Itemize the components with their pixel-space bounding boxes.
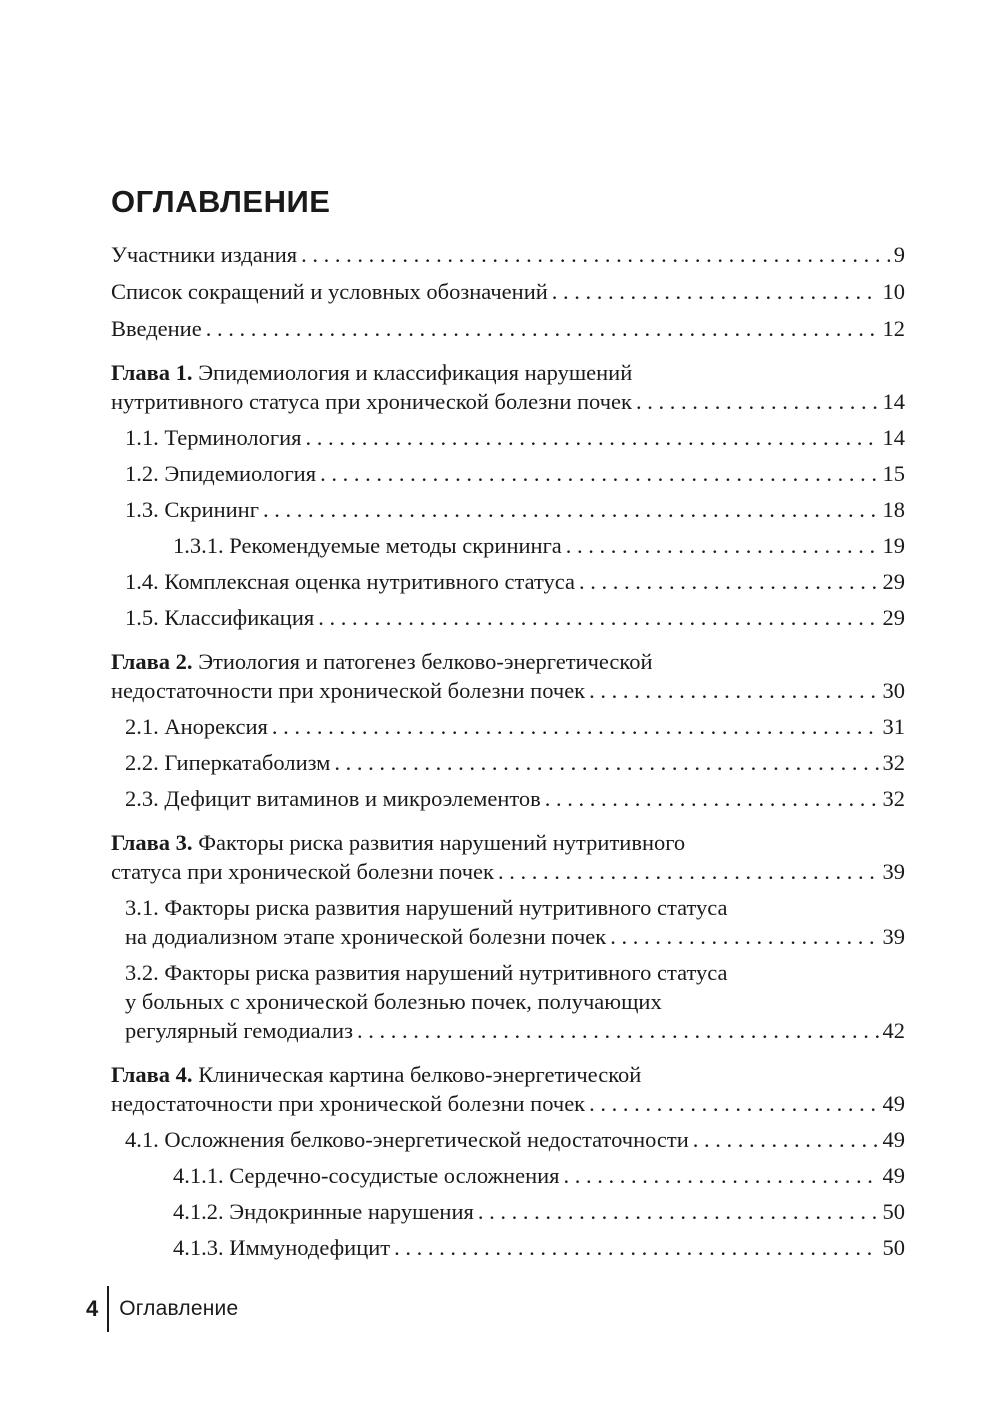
- toc-entry-title: [173, 1161, 560, 1190]
- toc-chapter-entry[interactable]: [111, 358, 905, 416]
- toc-entry-line: 1.2. Эпидемиология: [125, 461, 317, 486]
- toc-entry-text: [125, 987, 905, 1016]
- dot-leader: [545, 784, 879, 813]
- toc-entry-line: 4.1.3. Иммунодефицит: [173, 1235, 391, 1260]
- toc-page-number: 15: [882, 461, 905, 486]
- toc-page-number: 14: [882, 389, 905, 414]
- toc-entry-title: [125, 784, 541, 813]
- dot-leader: [589, 676, 878, 705]
- toc-entry-line: Этиология и патогенез белково-энергетической: [192, 649, 653, 674]
- toc-entry-line: 2.2. Гиперкатаболизм: [125, 750, 331, 775]
- toc-entry-line: 2.3. Дефицит витаминов и микроэлементов: [125, 786, 541, 811]
- toc-entry-line: 1.3.1. Рекомендуемые методы скрининга: [173, 533, 562, 558]
- toc-entry-text: [125, 893, 905, 922]
- dot-leader: [589, 1089, 878, 1118]
- dot-leader: [610, 922, 878, 951]
- toc-page-number: 49: [882, 1091, 905, 1116]
- toc-page-number: 19: [882, 533, 905, 558]
- toc-entry[interactable]: [111, 784, 905, 813]
- toc-entry-title: [111, 857, 494, 886]
- toc-entry[interactable]: [111, 603, 905, 632]
- toc-entry-title: [111, 1089, 585, 1118]
- toc-entry-line: 4.1.1. Сердечно-сосудистые осложнения: [173, 1163, 560, 1188]
- toc-entry-line: 4.1.2. Эндокринные нарушения: [173, 1199, 474, 1224]
- toc-entry-line: недостаточности при хронической болезни почек: [111, 678, 586, 703]
- toc-entry[interactable]: [111, 748, 905, 777]
- dot-leader: [320, 459, 878, 488]
- toc-entry-line: 3.1. Факторы риска развития нарушений нутритивного статуса: [125, 895, 728, 920]
- toc-page-number: 32: [882, 786, 905, 811]
- toc-page-number: 29: [882, 569, 905, 594]
- toc-chapter-entry[interactable]: [111, 647, 905, 705]
- toc-page-number: 49: [882, 1163, 905, 1188]
- toc-entry-title: [125, 1016, 353, 1045]
- dot-leader: [306, 423, 879, 452]
- toc-page-number: 49: [882, 1127, 905, 1152]
- dot-leader: [206, 314, 879, 343]
- toc-entry[interactable]: [111, 712, 905, 741]
- running-header: Оглавление: [119, 1297, 239, 1320]
- toc-entry-text: [111, 358, 905, 387]
- toc-page-number: 39: [882, 924, 905, 949]
- dot-leader: [498, 857, 879, 886]
- dot-leader: [263, 495, 879, 524]
- toc-entry-title: [111, 387, 632, 416]
- toc-entry-line: 4.1. Осложнения белково-энергетической недостаточности: [125, 1127, 689, 1152]
- toc-entry-line: нутритивного статуса при хронической болезни почек: [111, 389, 632, 414]
- toc-page-number: 18: [882, 497, 905, 522]
- toc-entry-title: [111, 314, 202, 343]
- dot-leader: [334, 748, 878, 777]
- toc-entry-line: 3.2. Факторы риска развития нарушений нутритивного статуса: [125, 960, 728, 985]
- toc-page-number: 12: [882, 316, 905, 341]
- toc-entry-line: Введение: [111, 316, 202, 341]
- toc-entry-line: 2.1. Анорексия: [125, 714, 268, 739]
- toc-entry-title: [125, 495, 259, 524]
- dot-leader: [636, 387, 879, 416]
- chapter-number: Глава 4.: [111, 1062, 193, 1087]
- dot-leader: [272, 712, 879, 741]
- toc-entry[interactable]: [111, 893, 905, 951]
- toc-entry[interactable]: [111, 314, 905, 343]
- toc-entry[interactable]: [111, 1161, 905, 1190]
- toc-entry[interactable]: [111, 567, 905, 596]
- toc-entry-text: [111, 1060, 905, 1089]
- table-of-contents: [111, 232, 905, 1262]
- toc-entry-title: [125, 712, 268, 741]
- toc-entry-line: Эпидемиология и классификация нарушений: [192, 360, 633, 385]
- toc-entry-title: [125, 1125, 689, 1154]
- page-number: 4: [86, 1296, 99, 1321]
- toc-entry-line: Список сокращений и условных обозначений: [111, 279, 548, 304]
- dot-leader: [566, 531, 879, 560]
- toc-page-number: 10: [882, 279, 905, 304]
- toc-entry-line: Факторы риска развития нарушений нутритивного: [192, 830, 686, 855]
- toc-entry-title: [125, 423, 302, 452]
- toc-entry[interactable]: [111, 531, 905, 560]
- toc-entry-line: Участники издания: [111, 242, 298, 267]
- dot-leader: [357, 1016, 879, 1045]
- toc-entry[interactable]: [111, 495, 905, 524]
- dot-leader: [478, 1197, 879, 1226]
- toc-entry-line: на додиализном этапе хронической болезни почек: [125, 924, 607, 949]
- dot-leader: [318, 603, 878, 632]
- toc-entry-title: [125, 567, 575, 596]
- toc-chapter-entry[interactable]: [111, 1060, 905, 1118]
- toc-entry-title: [173, 1197, 474, 1226]
- toc-entry[interactable]: [111, 240, 905, 269]
- toc-entry[interactable]: [111, 1233, 905, 1262]
- toc-entry-line: статуса при хронической болезни почек: [111, 859, 494, 884]
- toc-entry-title: [125, 603, 314, 632]
- toc-entry-title: [173, 531, 562, 560]
- page-footer: [86, 1288, 238, 1330]
- dot-leader: [394, 1233, 878, 1262]
- toc-entry-title: [111, 676, 585, 705]
- toc-entry[interactable]: [111, 459, 905, 488]
- toc-entry-title: [125, 922, 606, 951]
- toc-page-number: 39: [882, 859, 905, 884]
- chapter-number: Глава 3.: [111, 830, 193, 855]
- dot-leader: [579, 567, 878, 596]
- toc-page-number: 29: [882, 605, 905, 630]
- dot-leader: [301, 240, 890, 269]
- toc-page-number: 32: [882, 750, 905, 775]
- toc-entry[interactable]: [111, 1125, 905, 1154]
- toc-page-number: 31: [882, 714, 905, 739]
- toc-entry[interactable]: [111, 277, 905, 306]
- toc-chapter-entry[interactable]: [111, 828, 905, 886]
- toc-entry-text: [125, 958, 905, 987]
- toc-page-number: 30: [882, 678, 905, 703]
- chapter-number: Глава 1.: [111, 360, 193, 385]
- toc-page-number: 42: [882, 1018, 905, 1043]
- toc-page-number: 9: [893, 242, 905, 267]
- toc-page-number: 14: [882, 425, 905, 450]
- toc-entry-title: [111, 277, 548, 306]
- toc-entry-line: 1.4. Комплексная оценка нутритивного статуса: [125, 569, 576, 594]
- toc-page-number: 50: [882, 1199, 905, 1224]
- dot-leader: [693, 1125, 879, 1154]
- toc-entry-line: 1.5. Классификация: [125, 605, 315, 630]
- dot-leader: [564, 1161, 879, 1190]
- toc-entry-title: [125, 748, 330, 777]
- page-title: ОГЛАВЛЕНИЕ: [111, 184, 331, 219]
- toc-entry-text: [111, 828, 905, 857]
- toc-entry-title: [125, 459, 316, 488]
- toc-entry-line: Клиническая картина белково-энергетической: [192, 1062, 642, 1087]
- dot-leader: [552, 277, 879, 306]
- toc-entry-title: [111, 240, 297, 269]
- toc-entry-title: [173, 1233, 390, 1262]
- toc-entry-text: [111, 647, 905, 676]
- toc-entry[interactable]: [111, 423, 905, 452]
- toc-page-number: 50: [882, 1235, 905, 1260]
- toc-entry-line: недостаточности при хронической болезни почек: [111, 1091, 586, 1116]
- chapter-number: Глава 2.: [111, 649, 193, 674]
- toc-entry-line: 1.3. Скрининг: [125, 497, 259, 522]
- toc-entry[interactable]: [111, 958, 905, 1045]
- toc-entry-line: 1.1. Терминология: [125, 425, 302, 450]
- toc-entry-line: у больных с хронической болезнью почек, получающих: [125, 989, 662, 1014]
- toc-entry[interactable]: [111, 1197, 905, 1226]
- toc-entry-line: регулярный гемодиализ: [125, 1018, 353, 1043]
